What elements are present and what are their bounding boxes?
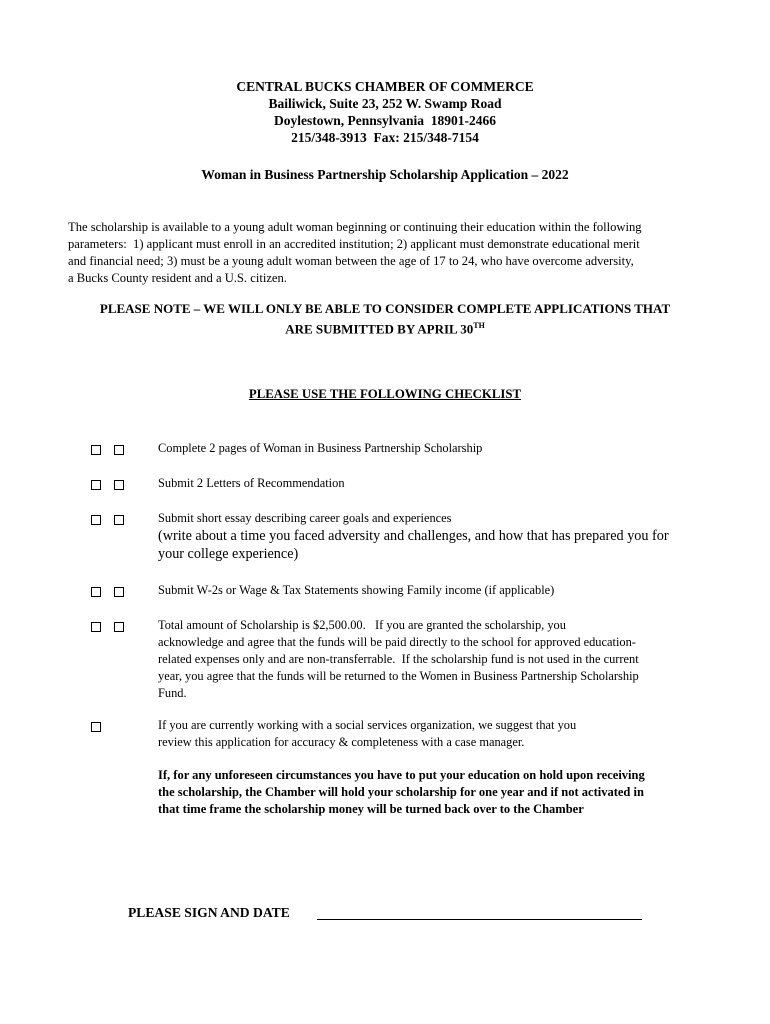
item-text: Submit short essay describing career goals and experiences <box>158 511 452 525</box>
item-text: related expenses only and are non-transferrable. If the scholarship fund is not used in the current <box>158 652 639 666</box>
hold-line: If, for any unforeseen circumstances you have to put your education on hold upon receiving <box>158 768 645 782</box>
sign-date-label: PLEASE SIGN AND DATE <box>128 905 290 920</box>
checkbox-a[interactable] <box>91 515 101 525</box>
checkbox-b[interactable] <box>114 515 124 525</box>
item-text: Complete 2 pages of Woman in Business Partnership Scholarship <box>158 441 483 455</box>
item-text: If you are currently working with a social services organization, we suggest that you <box>158 718 577 732</box>
address-line-1: Bailiwick, Suite 23, 252 W. Swamp Road <box>268 96 502 111</box>
item-text: Submit W-2s or Wage & Tax Statements showing Family income (if applicable) <box>158 583 555 597</box>
checkbox-a[interactable] <box>91 722 101 732</box>
intro-line: a Bucks County resident and a U.S. citizen. <box>68 271 287 285</box>
letterhead <box>0 78 770 146</box>
checkbox-a[interactable] <box>91 445 101 455</box>
checklist-item <box>158 582 708 599</box>
checkbox-a[interactable] <box>91 622 101 632</box>
phone-fax: 215/348-3913 Fax: 215/348-7154 <box>291 130 479 145</box>
checkbox-b[interactable] <box>114 587 124 597</box>
checklist-item <box>158 440 708 457</box>
note-superscript: TH <box>473 321 485 330</box>
checklist-heading: PLEASE USE THE FOLLOWING CHECKLIST <box>248 387 522 401</box>
checkbox-a[interactable] <box>91 480 101 490</box>
address-line-2: Doylestown, Pennsylvania 18901-2466 <box>273 113 496 128</box>
org-name: CENTRAL BUCKS CHAMBER OF COMMERCE <box>236 79 534 94</box>
item-text: Submit 2 Letters of Recommendation <box>158 476 345 490</box>
signature-line[interactable] <box>317 919 642 920</box>
intro-line: The scholarship is available to a young adult woman beginning or continuing their education within the following <box>68 220 642 234</box>
item-subtext: your college experience) <box>158 546 299 562</box>
note-line-2 <box>70 317 700 337</box>
checkbox-a[interactable] <box>91 587 101 597</box>
item-text: Total amount of Scholarship is $2,500.00. If you are granted the scholarship, you <box>158 618 566 632</box>
item-text: acknowledge and agree that the funds will be paid directly to the school for approved education- <box>158 635 636 649</box>
item-subtext: (write about a time you faced adversity and challenges, and how that has prepared you for <box>158 528 669 544</box>
checklist-item <box>158 617 708 702</box>
item-text: review this application for accuracy & completeness with a case manager. <box>158 735 525 749</box>
note-line-1: PLEASE NOTE – WE WILL ONLY BE ABLE TO CONSIDER COMPLETE APPLICATIONS THAT <box>99 301 671 316</box>
intro-line: and financial need; 3) must be a young adult woman between the age of 17 to 24, who have overcome adversity, <box>68 254 634 268</box>
item-text: Fund. <box>158 686 187 700</box>
deadline-note <box>70 300 700 337</box>
hold-notice <box>158 767 708 818</box>
note-line-2-text: ARE SUBMITTED BY APRIL 30 <box>285 321 474 337</box>
checklist-item <box>158 475 708 492</box>
intro-paragraph <box>68 219 708 287</box>
checkbox-b[interactable] <box>114 622 124 632</box>
hold-line: that time frame the scholarship money will be turned back over to the Chamber <box>158 802 584 816</box>
intro-line: parameters: 1) applicant must enroll in an accredited institution; 2) applicant must demonstrate educational merit <box>68 237 640 251</box>
checklist-item <box>158 510 708 563</box>
checkbox-b[interactable] <box>114 445 124 455</box>
hold-line: the scholarship, the Chamber will hold your scholarship for one year and if not activated in <box>158 785 644 799</box>
checkbox-b[interactable] <box>114 480 124 490</box>
item-text: year, you agree that the funds will be returned to the Women in Business Partnership Scholarship <box>158 669 639 683</box>
document-title: Woman in Business Partnership Scholarship Application – 2022 <box>201 167 569 182</box>
checklist-item <box>158 717 708 751</box>
